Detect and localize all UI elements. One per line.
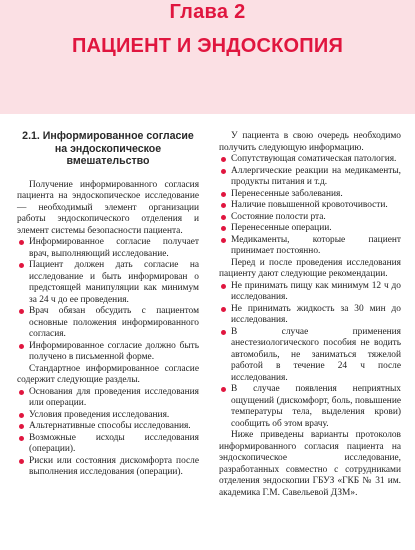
closing-paragraph: Ниже приведены варианты протоколов информированного согласия пациента на эндоскопическое исследование, разработанных совместно с сотрудниками отделения эндоскопии ГБУЗ «ГКБ № 31 им. академика Г.М. Савельевой ДЗМ».	[219, 430, 401, 498]
list-item: Риски или состояния дискомфорта после выполнения исследования (операции).	[17, 456, 199, 479]
standard-consent-paragraph: Стандартное информированное согласие содержит следующие разделы.	[17, 363, 199, 385]
list-item: Состояние полости рта.	[219, 212, 401, 224]
list-item: Сопутствующая соматическая патология.	[219, 154, 401, 166]
list-item: Информированное согласие получает врач, выполняющий исследование.	[17, 237, 199, 260]
chapter-label: Глава 2	[169, 1, 246, 23]
list-item: Не принимать жидкость за 30 мин до исследования.	[219, 304, 401, 327]
list-item: Медикаменты, которые пациент принимает постоянно.	[219, 235, 401, 258]
patient-info-list	[219, 154, 401, 258]
list-item: Возможные исходы исследования (операции).	[17, 433, 199, 456]
list-item: Основания для проведения исследования или операции.	[17, 387, 199, 410]
list-item: В случае появления неприятных ощущений (дискомфорт, боль, повышение температуры тела, выделения крови) сообщить об этом врачу.	[219, 384, 401, 430]
chapter-title: ПАЦИЕНТ И ЭНДОСКОПИЯ	[71, 35, 344, 57]
right-column	[219, 131, 401, 499]
list-item: В случае применения анестезиологического пособия не водить автомобиль, не заниматься тяжелой работой в течение 24 ч после исследования.	[219, 327, 401, 385]
list-item: Врач обязан обсудить с пациентом основные положения информированного согласия.	[17, 306, 199, 341]
list-item: Наличие повышенной кровоточивости.	[219, 200, 401, 212]
list-item: Условия проведения исследования.	[17, 410, 199, 422]
list-item: Пациент должен дать согласие на исследование и быть информирован о предстоящей манипуляции как минимум за 24 ч до ее проведения.	[17, 260, 199, 306]
chapter-header	[0, 0, 415, 114]
recommendations-list	[219, 281, 401, 431]
list-item: Информированное согласие должно быть получено в письменной форме.	[17, 341, 199, 364]
section-heading: 2.1. Информированное согласие на эндоскопическое вмешательство	[22, 130, 194, 167]
consent-sections-list	[17, 387, 199, 479]
list-item: Не принимать пищу как минимум 12 ч до исследования.	[219, 281, 401, 304]
right-intro-paragraph: У пациента в свою очередь необходимо получить следующую информацию.	[219, 131, 401, 153]
consent-rules-list	[17, 237, 199, 364]
list-item: Альтернативные способы исследования.	[17, 421, 199, 433]
list-item: Перенесенные операции.	[219, 223, 401, 235]
recommendations-paragraph: Перед и после проведения исследования пациенту дают следующие рекомендации.	[219, 257, 401, 279]
list-item: Перенесенные заболевания.	[219, 189, 401, 201]
left-column	[17, 126, 199, 479]
left-intro-paragraph: Получение информированного согласия пациента на эндоскопическое исследование — необходимый элемент организации работы эндоскопического отделения и элемент системы безопасности пациента.	[17, 179, 199, 236]
list-item: Аллергические реакции на медикаменты, продукты питания и т.д.	[219, 166, 401, 189]
